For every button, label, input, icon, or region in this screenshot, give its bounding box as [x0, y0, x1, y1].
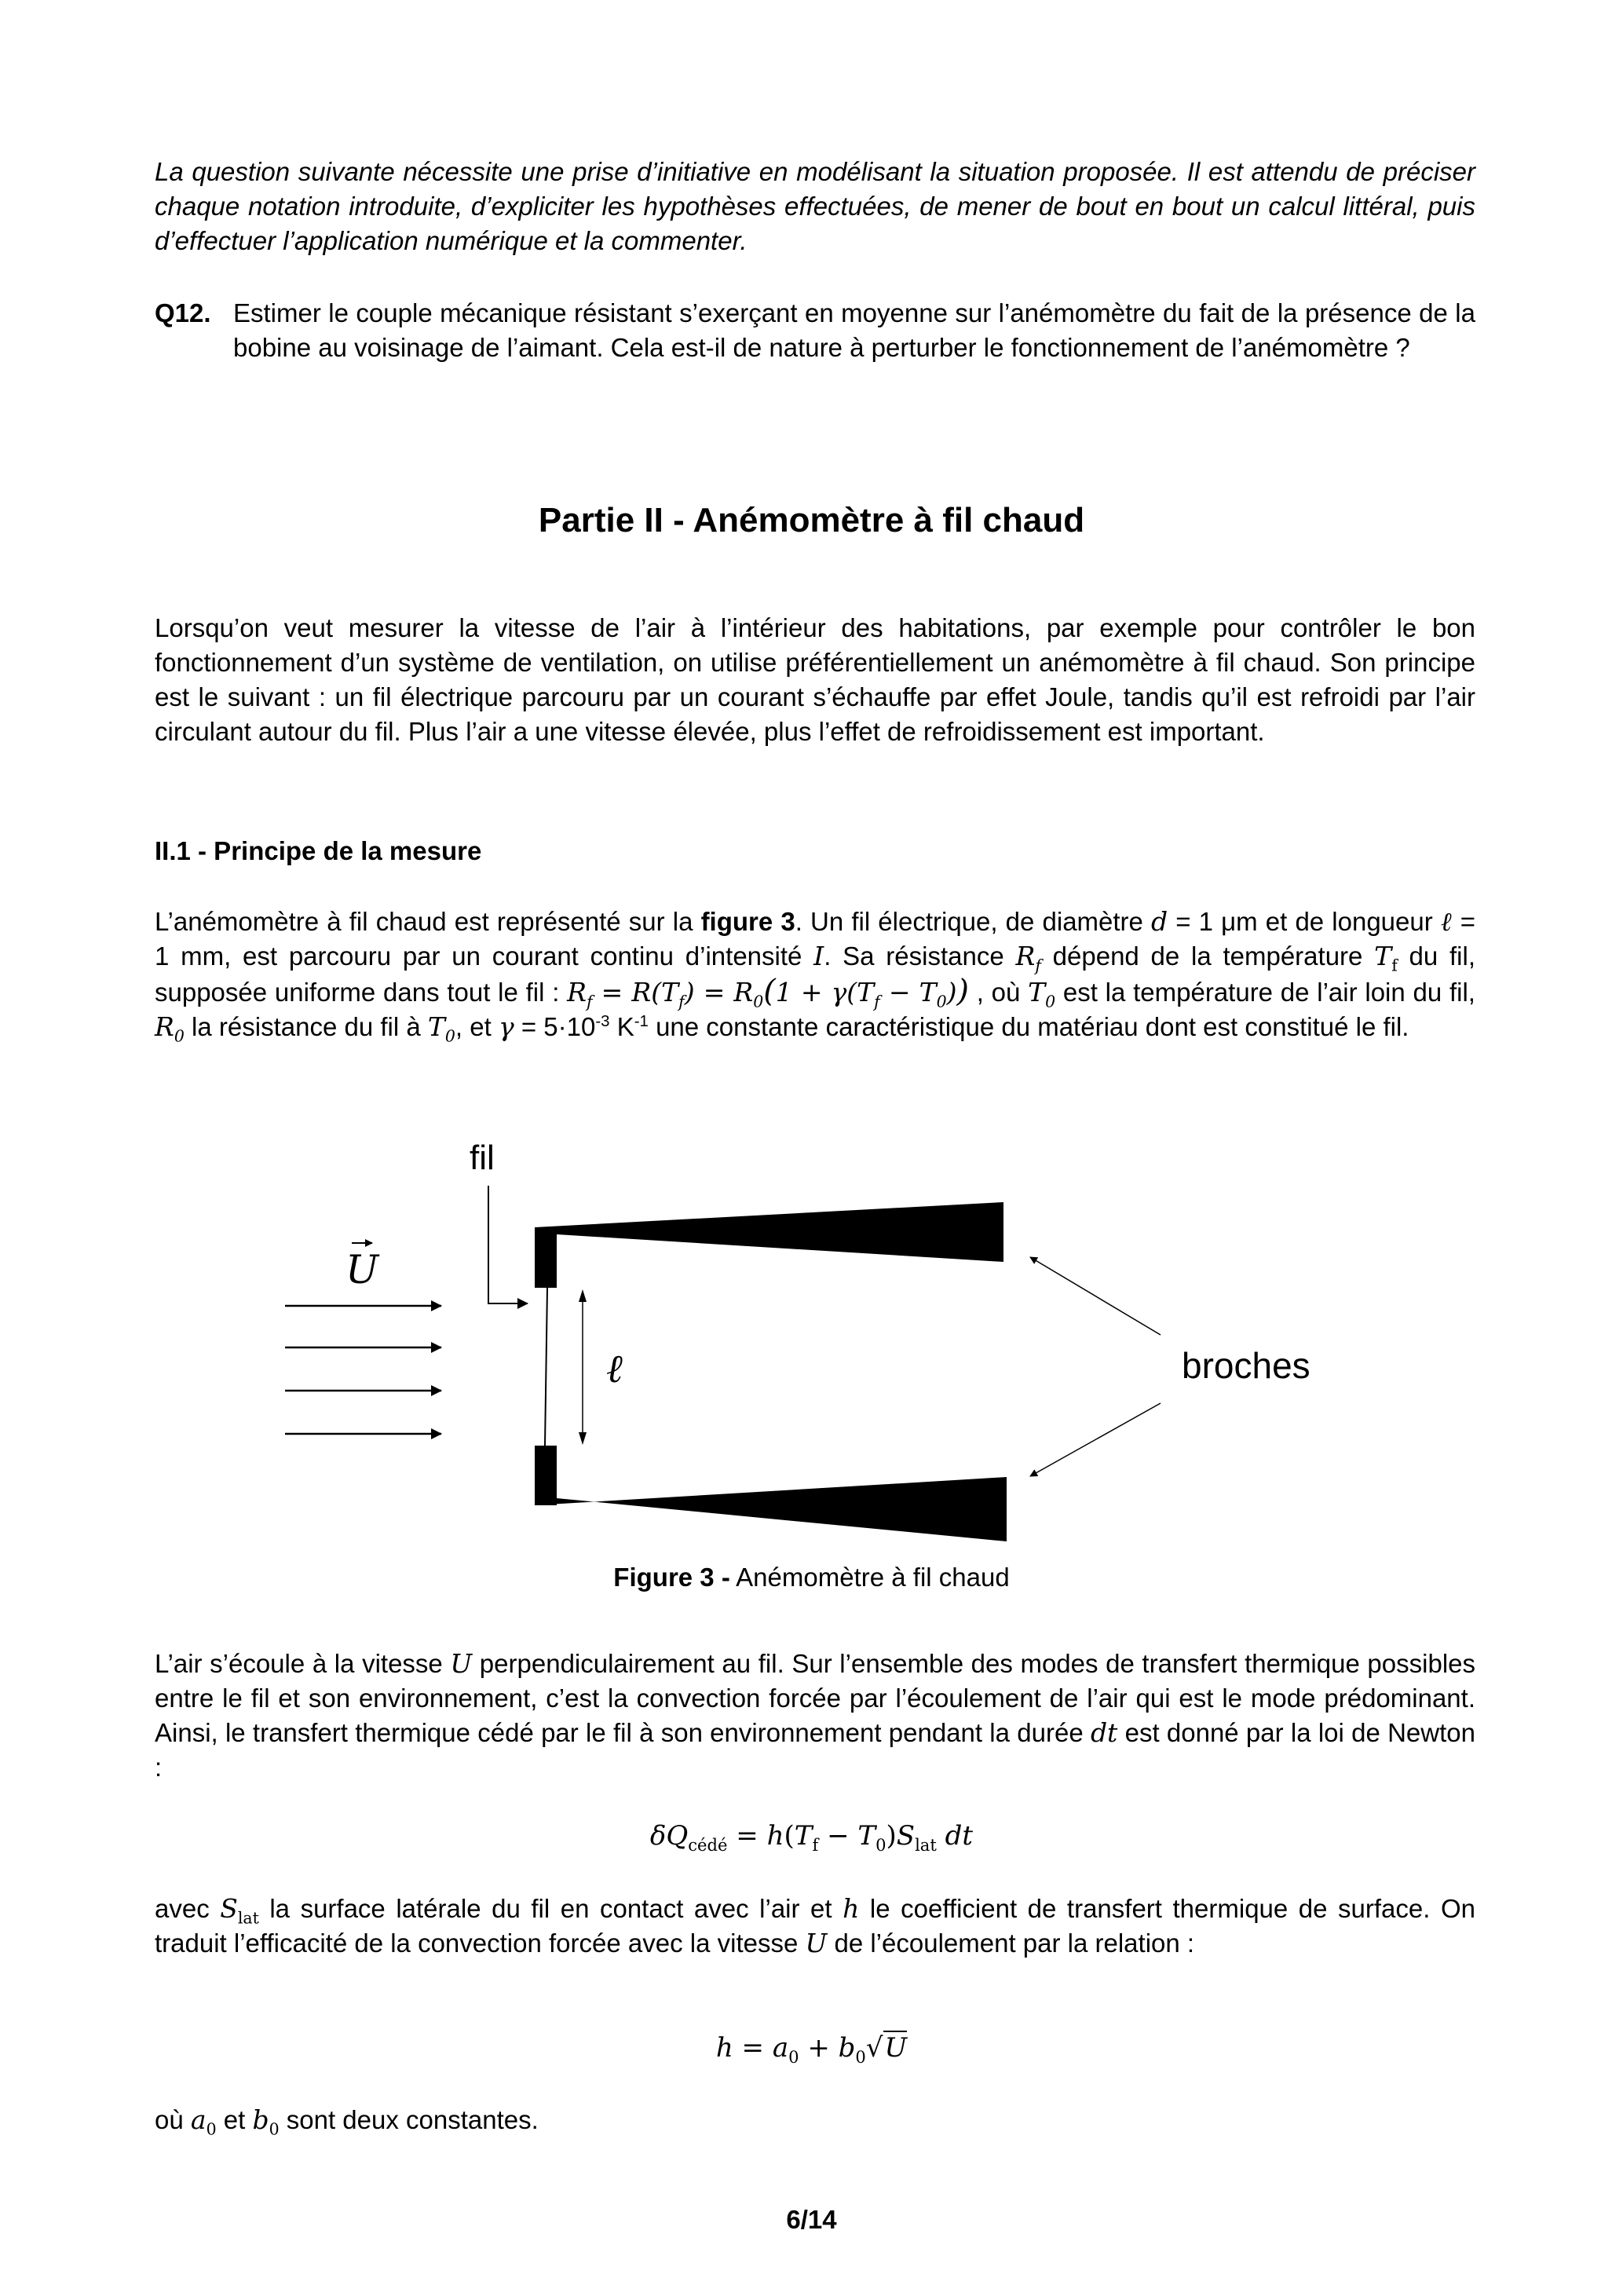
convection-paragraph: L’air s’écoule à la vitesse U perpendiculairement au fil. Sur l’ensemble des modes de transfert thermique possibles entre le fil et son environnement, c’est la convection forcée par l’écoulement de l’air qui est le mode prédominant. Ainsi, le transfert thermique cédé par le fil à son environnement pendant la durée dt est donné par la loi de Newton : — [155, 1648, 1476, 1782]
part-intro-paragraph: Lorsqu’on veut mesurer la vitesse de l’air à l’intérieur des habitations, par exemple pour contrôler le bon fonctionnement d’un système de ventilation, on utilise préférentiellement un anémomètre à fil chaud. Son principe est le suivant : un fil électrique parcouru par un courant s’échauffe par effet Joule, tandis qu’il est refroidi par l’air circulant autour du fil. Plus l’air a une vitesse élevée, plus l’effet de refroidissement est important. — [155, 613, 1475, 746]
hot-wire — [545, 1288, 547, 1446]
bottom-support-block — [535, 1446, 557, 1505]
section-title: II.1 - Principe de la mesure — [155, 836, 482, 865]
question-text: Estimer le couple mécanique résistant s’exerçant en moyenne sur l’anémomètre du fait de la présence de la bobine au voisinage de l’aimant. Cela est-il de nature à perturber le fonctionnement de l’anémomètre ? — [233, 298, 1475, 362]
broches-pointer-bottom — [1030, 1403, 1161, 1476]
principle-paragraph: L’anémomètre à fil chaud est représenté sur la figure 3. Un fil électrique, de diamètre d = 1 μm et de longueur ℓ = 1 mm, est parcouru par un courant continu d’intensité I. Sa résistance $R_f$ dépend de la température $T_f$ du fil, supposée uniforme dans tout le fil : $R_f = R(T_f) = R_0(1 + \gamma(T_f - T_0))$ , où $T_0$ est la température de l’air loin du fil, $R_0$ la résistance du fil à $T_0$, et $\gamma = 5\cdot 10^{-3}$ $K^{-1}$ une constante caractéristique du matériau dont est constitué le fil. — [155, 906, 1476, 1046]
figure-reference: figure 3 — [700, 907, 795, 936]
convection-coefficient-equation: $h = a_0 + b_0√U$ — [715, 2032, 908, 2067]
top-broche — [535, 1202, 1003, 1262]
newton-law-equation: $\delta Q_{cédé} = h(T_f - T_0)S_{lat}$ dt — [649, 1820, 974, 1855]
fil-pointer — [488, 1186, 528, 1303]
top-support-block — [535, 1227, 557, 1288]
velocity-vector-label: U — [345, 1247, 379, 1292]
figure-caption: Figure 3 - Anémomètre à fil chaud — [613, 1563, 1010, 1592]
constants-note: où $a_0$ et $b_0$ sont deux constantes. — [155, 2104, 539, 2139]
question-q12 — [155, 296, 1475, 365]
broches-label: broches — [1182, 1345, 1310, 1386]
question-label: Q12. — [155, 298, 211, 327]
resistance-formula: $R_f = R(T_f) = R_0(1 + \gamma(T_f - T_0))$ — [567, 973, 969, 1011]
surface-paragraph: avec $S_{lat}$ la surface latérale du fil en contact avec l’air et h le coefficient de transfert thermique de surface. On traduit l’efficacité de la convection forcée avec la vitesse U de l’écoulement par la relation : — [155, 1893, 1475, 1958]
length-label: ℓ — [606, 1346, 623, 1391]
initiative-instruction: La question suivante nécessite une prise d’initiative en modélisant la situation proposée. Il est attendu de préciser chaque notation introduite, d’expliciter les hypothèses effectuées, de mener de bout en bout un calcul littéral, puis d’effectuer l’application numérique et la commenter. — [155, 157, 1475, 255]
bottom-broche — [535, 1477, 1007, 1541]
broches-pointer-top — [1030, 1257, 1161, 1335]
part-title: Partie II - Anémomètre à fil chaud — [538, 501, 1085, 539]
page-number: 6/14 — [786, 2205, 837, 2234]
fil-label: fil — [470, 1139, 495, 1177]
